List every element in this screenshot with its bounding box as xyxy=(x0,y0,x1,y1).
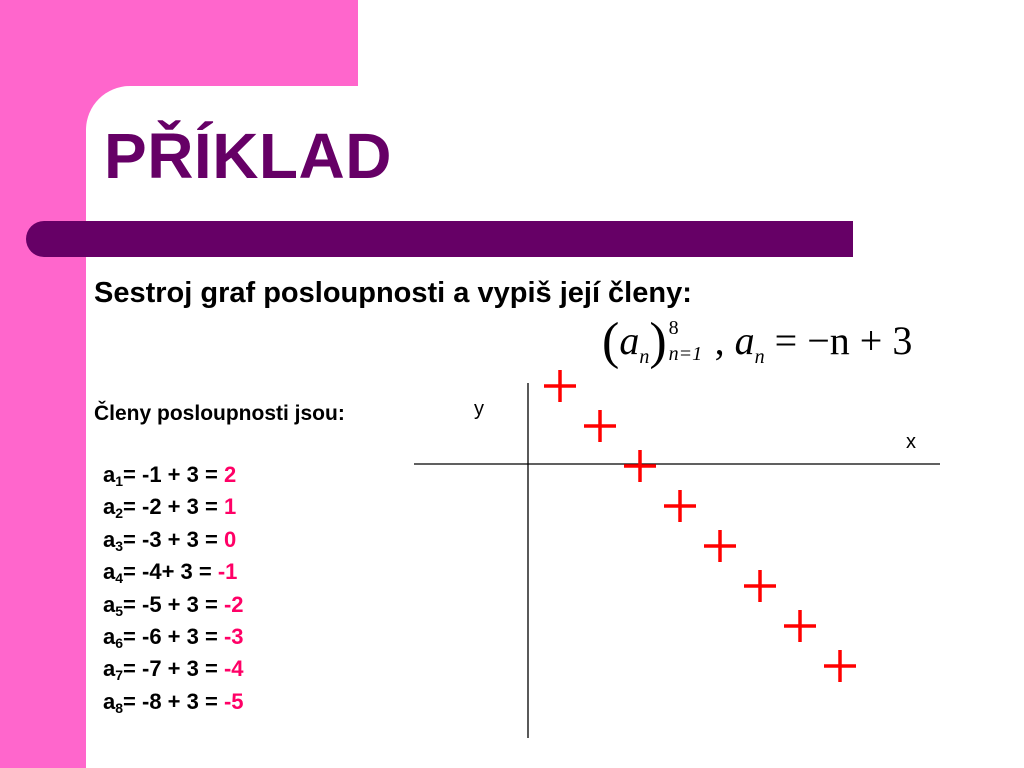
close-paren: ) xyxy=(649,313,667,370)
term-name: a xyxy=(103,559,116,585)
term-name: a xyxy=(103,688,116,714)
term-index: 4 xyxy=(115,570,124,587)
term-result: -4 xyxy=(223,656,244,682)
formula-n-sub2: n xyxy=(754,346,765,368)
term-name: a xyxy=(103,526,116,552)
data-point-marker xyxy=(744,570,776,602)
term-index: 2 xyxy=(115,505,124,522)
upper-limit: 8 xyxy=(668,317,679,339)
data-point-marker xyxy=(784,610,816,642)
y-axis-label: y xyxy=(474,398,484,420)
term-expression: = -3 + 3 = xyxy=(123,526,224,552)
data-point-marker xyxy=(544,370,576,402)
data-point-marker xyxy=(584,410,616,442)
data-point-marker xyxy=(624,450,656,482)
term-result: -2 xyxy=(223,591,244,617)
term-name: a xyxy=(103,591,116,617)
term-index: 5 xyxy=(115,602,124,619)
term-expression: = -7 + 3 = xyxy=(123,656,224,682)
term-expression: = -2 + 3 = xyxy=(123,494,224,520)
term-index: 6 xyxy=(115,634,124,651)
term-result: 2 xyxy=(223,462,237,487)
formula-a: a xyxy=(619,318,640,363)
term-expression: = -1 + 3 = xyxy=(123,462,224,487)
formula-rhs: = −n + 3 xyxy=(774,318,913,363)
data-markers xyxy=(544,370,856,682)
sequence-formula: $(a_n)$ 8 n=1 , $a_n = -n + 3$ xyxy=(602,313,913,370)
term-name: a xyxy=(103,494,116,520)
term-index: 3 xyxy=(115,537,124,554)
term-index: 7 xyxy=(115,667,124,684)
term-expression: = -8 + 3 = xyxy=(123,688,224,714)
term-result: -5 xyxy=(223,688,244,714)
term-index: 1 xyxy=(115,473,124,489)
x-axis-label: x xyxy=(906,431,916,453)
term-result: -3 xyxy=(223,623,244,649)
formula-a2: a xyxy=(734,318,755,363)
term-expression: = -4+ 3 = xyxy=(123,559,218,585)
members-label: Členy posloupnosti jsou: xyxy=(94,402,345,425)
data-point-marker xyxy=(704,530,736,562)
lower-limit: n=1 xyxy=(668,343,703,365)
term-name: a xyxy=(103,462,116,487)
term-result: 0 xyxy=(223,526,237,552)
formula-n-sub: n xyxy=(639,346,650,368)
data-point-marker xyxy=(664,490,696,522)
term-name: a xyxy=(103,623,116,649)
term-index: 8 xyxy=(115,699,124,716)
term-name: a xyxy=(103,656,116,682)
term-result: 1 xyxy=(223,494,237,520)
task-text: Sestroj graf posloupnosti a vypiš její členy: xyxy=(94,277,692,309)
slide-title: PŘÍKLAD xyxy=(104,120,392,192)
open-paren: ( xyxy=(602,313,620,370)
term-expression: = -6 + 3 = xyxy=(123,623,224,649)
term-expression: = -5 + 3 = xyxy=(123,591,224,617)
data-point-marker xyxy=(824,650,856,682)
term-result: -1 xyxy=(217,559,238,585)
